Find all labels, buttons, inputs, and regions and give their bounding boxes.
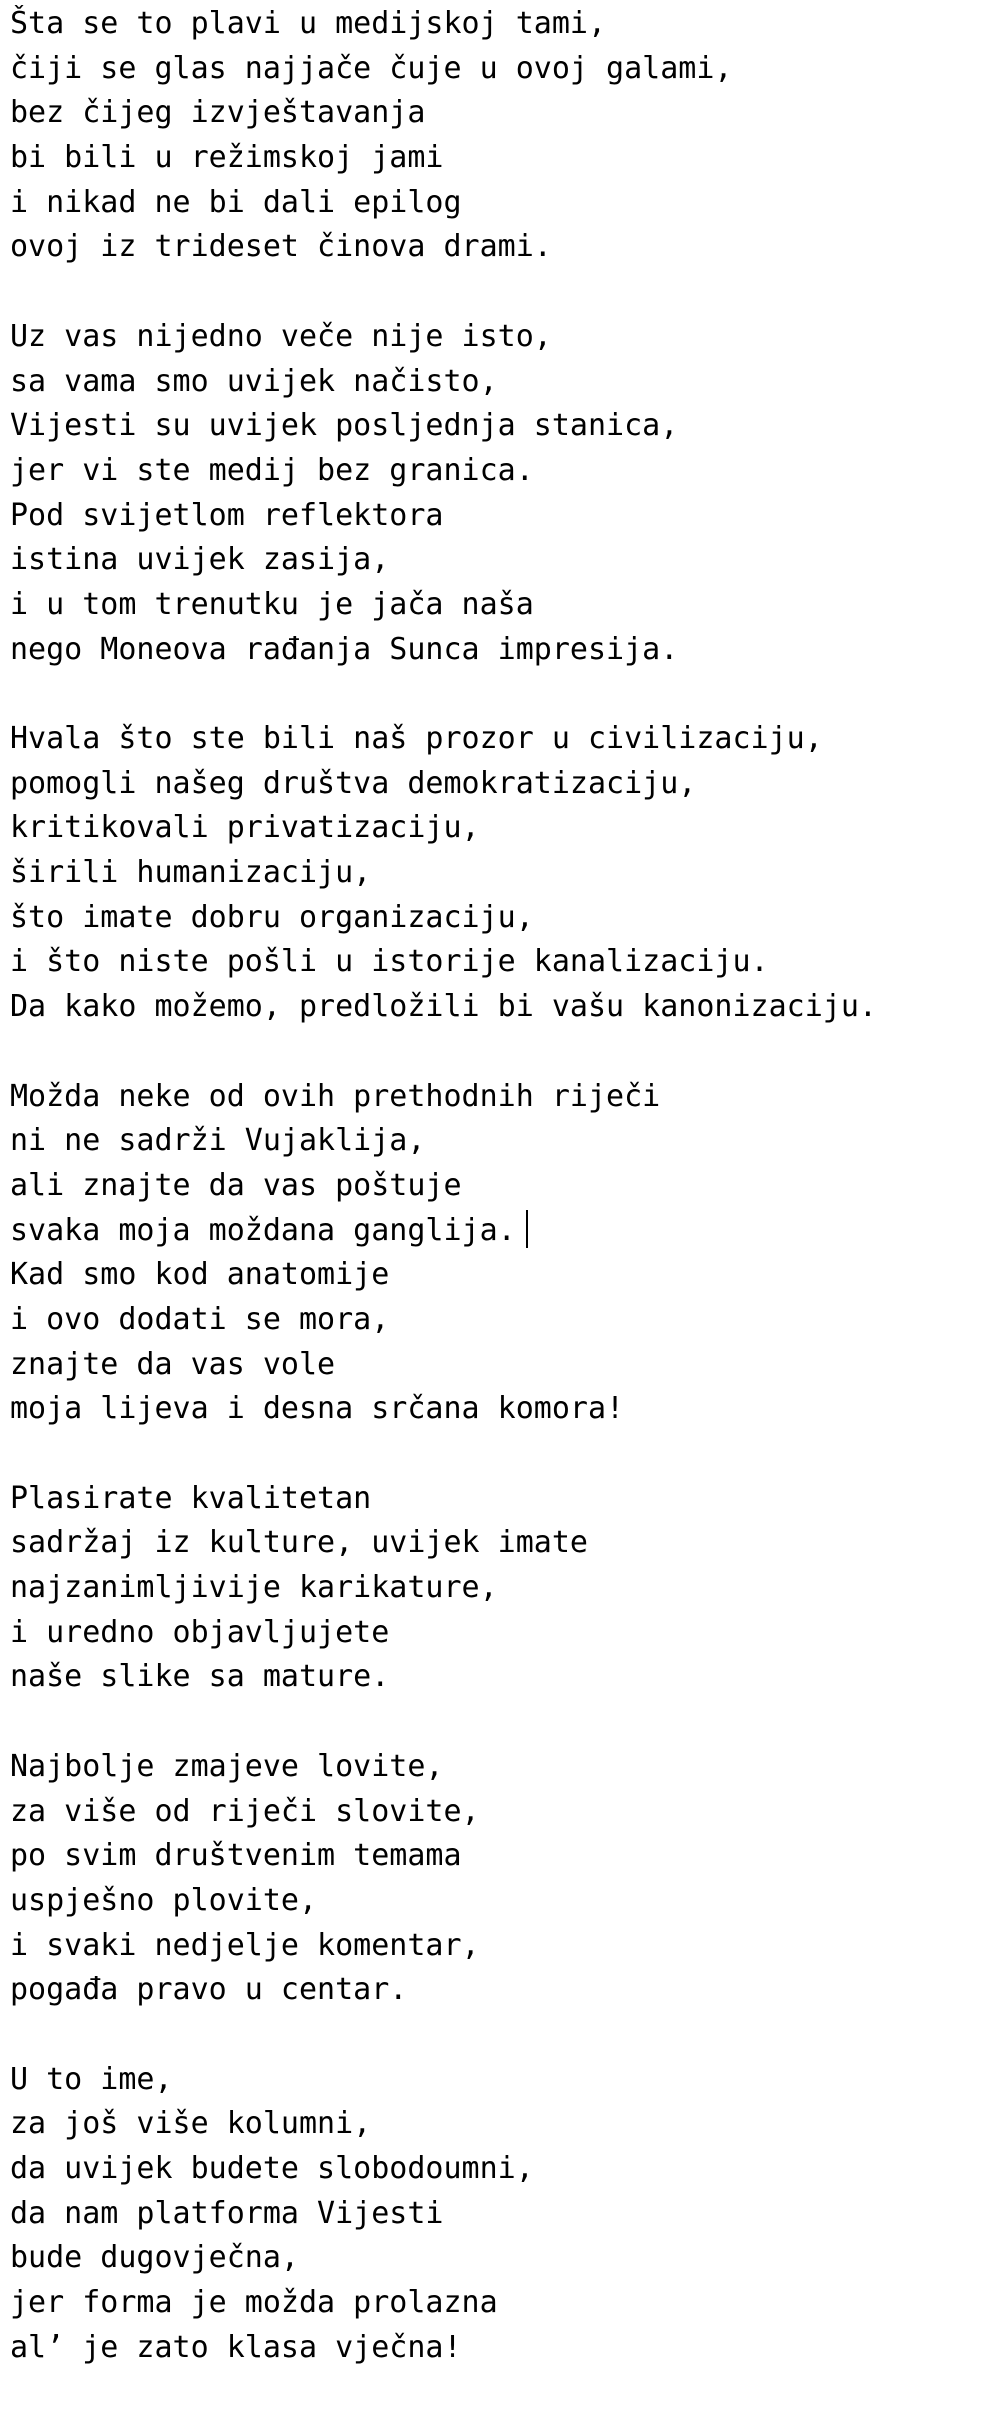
poem-line: bude dugovječna, xyxy=(10,2240,299,2276)
stanza xyxy=(10,717,995,1030)
poem-line: i što niste pošli u istorije kanalizaciju. xyxy=(10,944,769,980)
stanza xyxy=(10,2058,995,2371)
poem-line: bez čijeg izvještavanja xyxy=(10,95,426,131)
poem-line: Hvala što ste bili naš prozor u civilizaciju, xyxy=(10,721,823,756)
poem-line: i svaki nedjelje komentar, xyxy=(10,1927,480,1963)
poem-line: znajte da vas vole xyxy=(10,1346,336,1382)
poem-line: da nam platforma Vijesti xyxy=(10,2195,444,2231)
poem-line: al’ je zato klasa vječna! xyxy=(10,2329,462,2365)
poem-line: širili humanizaciju, xyxy=(10,855,372,891)
poem-line: bi bili u režimskoj jami xyxy=(10,140,444,176)
poem-line: po svim društvenim temama xyxy=(10,1838,462,1874)
text-cursor xyxy=(526,1210,528,1248)
poem-line: što imate dobru organizaciju, xyxy=(10,899,534,935)
poem-line: sadržaj iz kulture, uvijek imate xyxy=(10,1525,588,1561)
stanza xyxy=(10,315,995,673)
poem-line: moja lijeva i desna srčana komora! xyxy=(10,1391,625,1427)
poem-line: ali znajte da vas poštuje xyxy=(10,1167,462,1203)
poem-line: Plasirate kvalitetan xyxy=(10,1480,372,1516)
poem-line: Uz vas nijedno veče nije isto, xyxy=(10,318,552,354)
poem-line: uspješno plovite, xyxy=(10,1882,318,1918)
poem-line-with-cursor xyxy=(10,1209,995,1254)
poem-line: čiji se glas najjače čuje u ovoj galami, xyxy=(10,50,733,86)
poem-line: Da kako možemo, predložili bi vašu kanonizaciju. xyxy=(10,989,877,1025)
poem-line: Najbolje zmajeve lovite, xyxy=(10,1748,444,1784)
poem-line: nego Moneova rađanja Sunca impresija. xyxy=(10,631,679,667)
poem-line: istina uvijek zasija, xyxy=(10,542,390,578)
stanza xyxy=(10,1075,995,1433)
poem-line: jer forma je možda prolazna xyxy=(10,2285,498,2321)
poem-line: kritikovali privatizaciju, xyxy=(10,810,480,846)
stanza xyxy=(10,1745,995,2013)
poem-line: i nikad ne bi dali epilog xyxy=(10,184,462,220)
poem-line: Šta se to plavi u medijskoj tami, xyxy=(10,6,607,41)
poem-line: pomogli našeg društva demokratizaciju, xyxy=(10,765,697,801)
poem-line: i ovo dodati se mora, xyxy=(10,1301,390,1337)
poem-line: najzanimljivije karikature, xyxy=(10,1570,498,1606)
poem-line: za još više kolumni, xyxy=(10,2106,372,2142)
poem-line: Možda neke od ovih prethodnih riječi xyxy=(10,1078,661,1114)
poem-line: Pod svijetlom reflektora xyxy=(10,497,444,533)
poem-line: i uredno objavljujete xyxy=(10,1614,390,1650)
poem-line: ovoj iz trideset činova drami. xyxy=(10,229,552,265)
poem-line: U to ime, xyxy=(10,2061,173,2097)
poem-line: svaka moja moždana ganglija. xyxy=(10,1212,516,1248)
poem-line: i u tom trenutku je jača naša xyxy=(10,586,534,622)
poem-line: za više od riječi slovite, xyxy=(10,1793,480,1829)
poem-line: Kad smo kod anatomije xyxy=(10,1257,390,1293)
stanza xyxy=(10,1477,995,1700)
poem-line: da uvijek budete slobodoumni, xyxy=(10,2151,534,2186)
poem-line: ni ne sadrži Vujaklija, xyxy=(10,1123,426,1159)
poem-line: sa vama smo uvijek načisto, xyxy=(10,363,498,399)
poem-line: jer vi ste medij bez granica. xyxy=(10,452,534,488)
poem-line: Vijesti su uvijek posljednja stanica, xyxy=(10,408,679,444)
poem-line: pogađa pravo u centar. xyxy=(10,1972,408,2008)
poem-line: naše slike sa mature. xyxy=(10,1659,390,1695)
stanza xyxy=(10,2,995,270)
poem-text[interactable] xyxy=(10,2,995,2415)
